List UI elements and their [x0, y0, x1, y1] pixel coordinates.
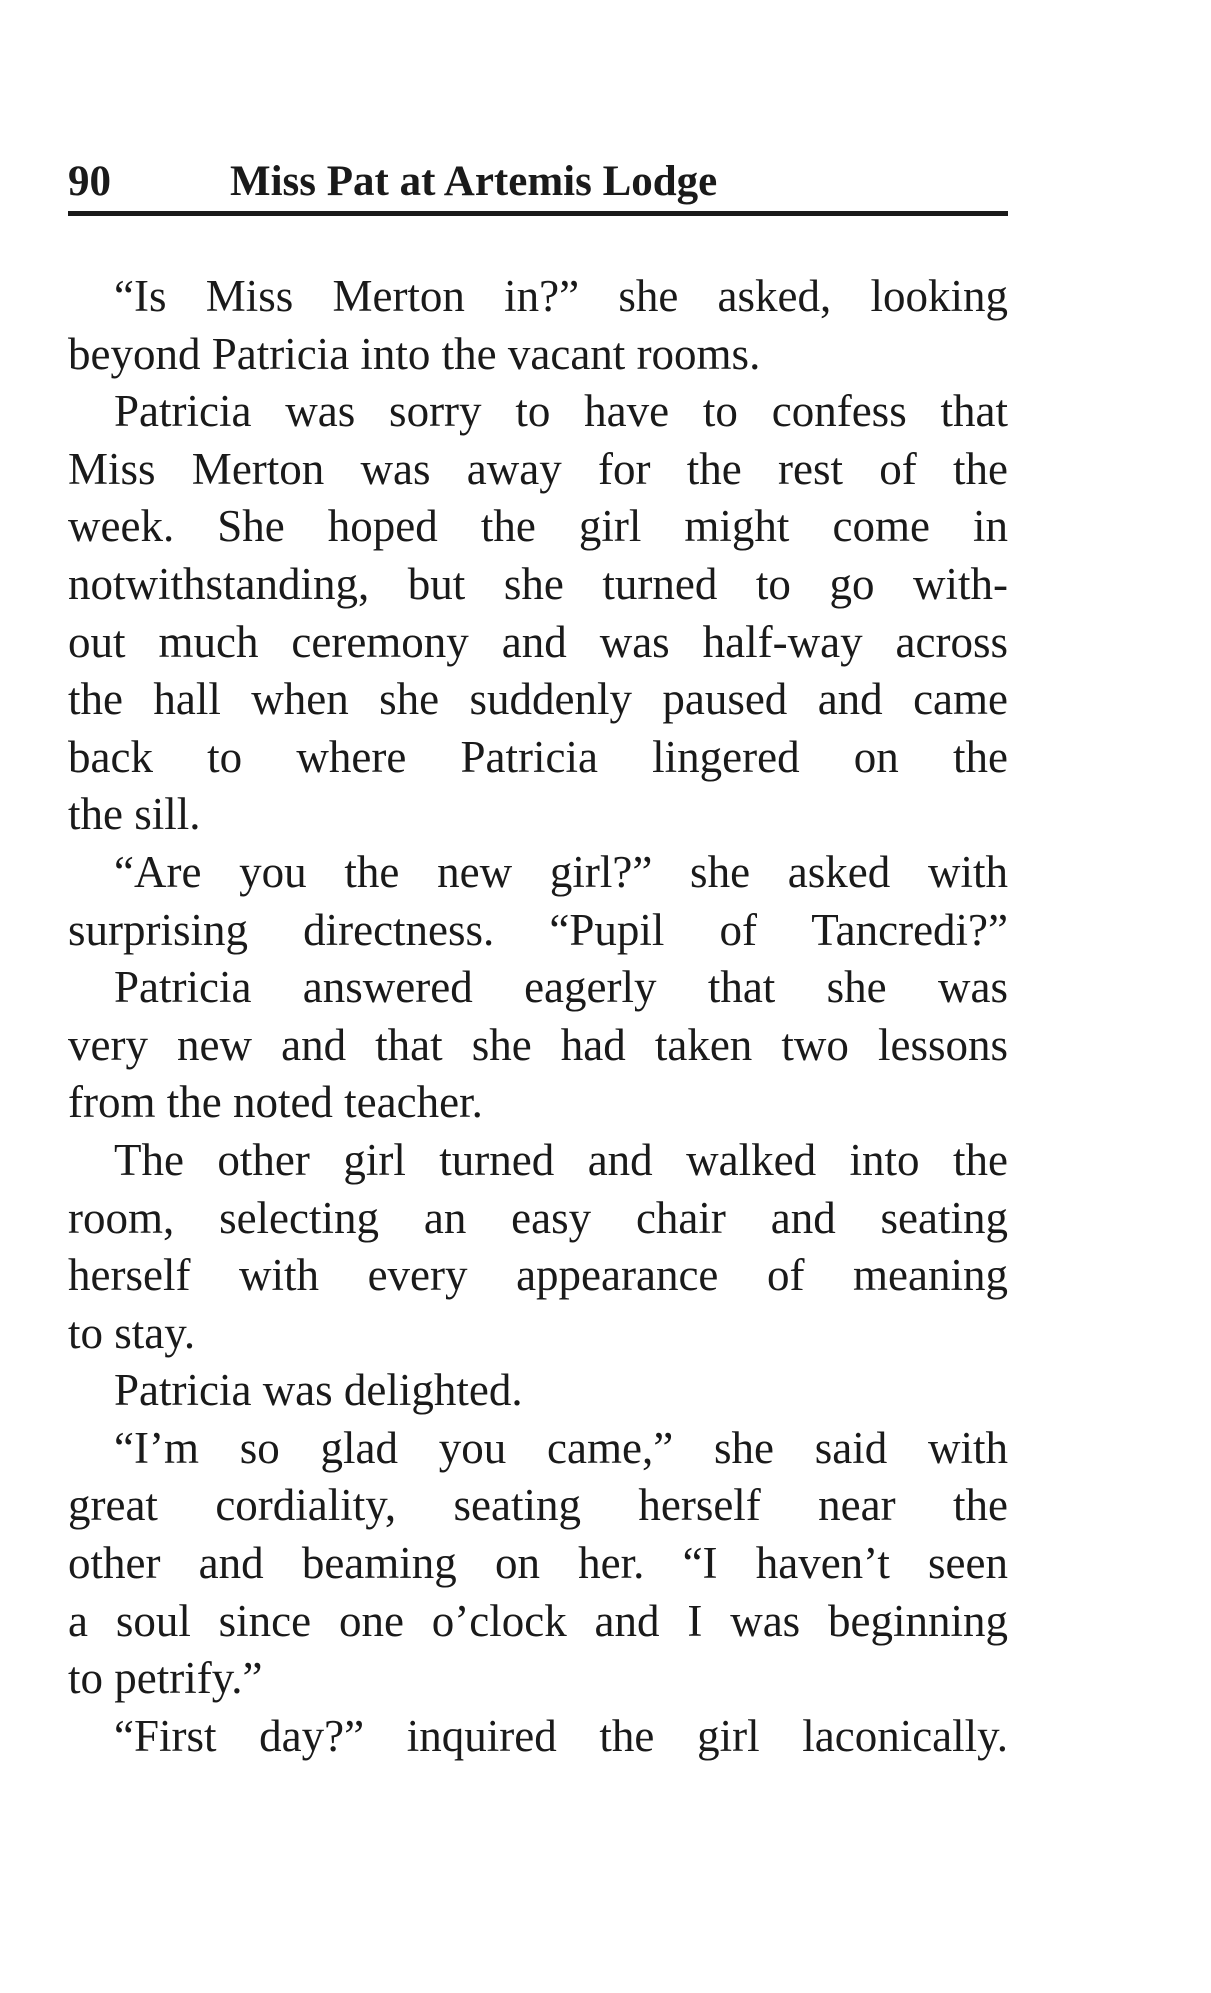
text-line: from the noted teacher.: [68, 1077, 483, 1128]
text-line: “I’m so glad you came,” she said with: [114, 1422, 1008, 1473]
text-line: a soul since one o’clock and I was beginning: [68, 1595, 1008, 1646]
text-line: the hall when she suddenly paused and came: [68, 674, 1008, 725]
page-number: 90: [68, 158, 111, 205]
text-line: Miss Merton was away for the rest of the: [68, 443, 1008, 494]
text-line: notwithstanding, but she turned to go with-: [68, 558, 1008, 609]
header-rule: [68, 211, 1008, 216]
text-line: week. She hoped the girl might come in: [68, 501, 1008, 552]
body-text: [68, 268, 1008, 1765]
book-title: Miss Pat at Artemis Lodge: [230, 158, 718, 205]
text-line: “Is Miss Merton in?” she asked, looking: [114, 271, 1008, 321]
running-head: [68, 152, 1008, 212]
text-line: the sill.: [68, 789, 201, 840]
text-line: Patricia was sorry to have to confess that: [114, 386, 1008, 437]
text-line: herself with every appearance of meaning: [68, 1250, 1008, 1301]
text-line: beyond Patricia into the vacant rooms.: [68, 328, 761, 379]
text-line: The other girl turned and walked into the: [114, 1134, 1008, 1185]
text-line: very new and that she had taken two lessons: [68, 1019, 1008, 1070]
text-line: room, selecting an easy chair and seating: [68, 1192, 1008, 1243]
text-line: other and beaming on her. “I haven’t seen: [68, 1538, 1008, 1589]
text-line: to petrify.”: [68, 1653, 263, 1704]
text-line: “Are you the new girl?” she asked with: [114, 846, 1008, 897]
text-line: surprising directness. “Pupil of Tancredi?”: [68, 904, 1008, 955]
text-line: great cordiality, seating herself near the: [68, 1480, 1008, 1531]
text-line: Patricia was delighted.: [114, 1365, 523, 1416]
text-line: back to where Patricia lingered on the: [68, 731, 1008, 782]
text-line: out much ceremony and was half-way across: [68, 616, 1008, 667]
text-line: to stay.: [68, 1307, 196, 1358]
text-line: Patricia answered eagerly that she was: [114, 962, 1008, 1013]
text-line: “First day?” inquired the girl laconically.: [114, 1710, 1008, 1761]
